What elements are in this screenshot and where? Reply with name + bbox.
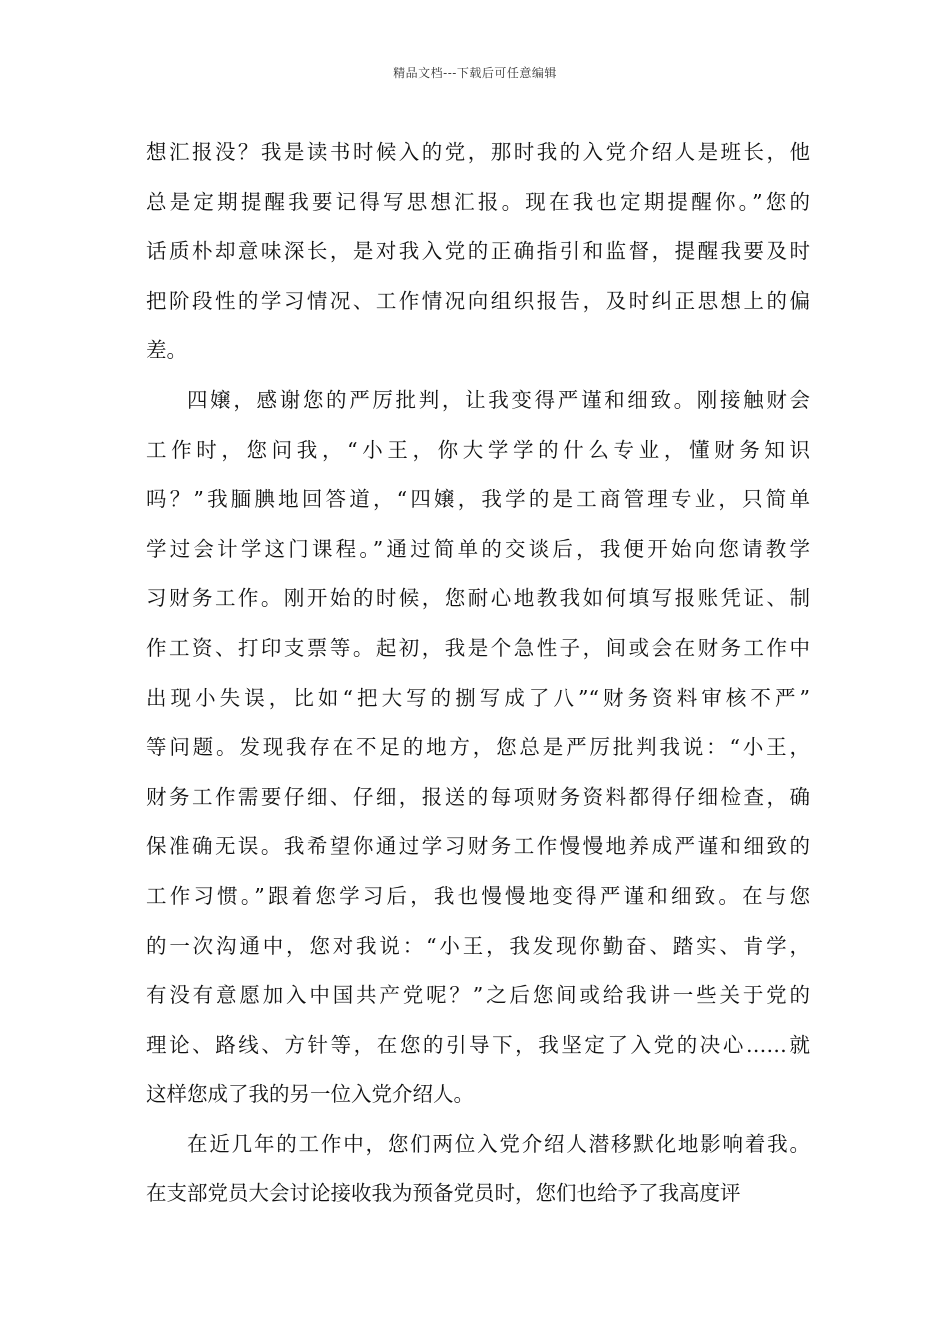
text-line: 话质朴却意味深长，是对我入党的正确指引和监督，提醒我要及时 [146, 239, 810, 264]
text-line: 学过会计学这门课程。”通过简单的交谈后，我便开始向您请教学 [146, 536, 810, 561]
text-line: 工作时，您问我，“小王，你大学学的什么专业，懂财务知识 [146, 437, 810, 462]
text-line: 在近几年的工作中，您们两位入党介绍人潜移默化地影响着我。 [187, 1131, 810, 1156]
text-line: 在支部党员大会讨论接收我为预备党员时，您们也给予了我高度评 [146, 1181, 741, 1206]
text-line: 工作习惯。”跟着您学习后，我也慢慢地变得严谨和细致。在与您 [146, 883, 810, 908]
text-line: 总是定期提醒我要记得写思想汇报。现在我也定期提醒你。”您的 [146, 189, 810, 214]
paragraph [146, 128, 810, 376]
text-line: 财务工作需要仔细、仔细，报送的每项财务资料都得仔细检查，确 [146, 784, 810, 809]
paragraph [146, 1120, 810, 1219]
text-line: 差。 [146, 338, 187, 363]
text-line: 想汇报没？我是读书时候入的党，那时我的入党介绍人是班长，他 [146, 140, 810, 164]
paragraph [146, 376, 810, 1120]
text-line: 的一次沟通中，您对我说：“小王，我发现你勤奋、踏实、肯学， [146, 933, 810, 958]
text-line: 这样您成了我的另一位入党介绍人。 [146, 1082, 474, 1107]
document-body [146, 128, 810, 1219]
text-line: 四嬢，感谢您的严厉批判，让我变得严谨和细致。刚接触财会 [187, 387, 810, 412]
text-line: 习财务工作。刚开始的时候，您耐心地教我如何填写报账凭证、制 [146, 586, 810, 611]
text-line: 吗？”我腼腆地回答道，“四嬢，我学的是工商管理专业，只简单 [146, 487, 810, 512]
text-line: 出现小失误，比如“把大写的捌写成了八”“财务资料审核不严” [146, 685, 810, 710]
page-header: 精品文档---下载后可任意编辑 [393, 66, 557, 80]
text-line: 作工资、打印支票等。起初，我是个急性子，间或会在财务工作中 [146, 635, 810, 660]
text-line: 有没有意愿加入中国共产党呢？”之后您间或给我讲一些关于党的 [146, 983, 810, 1008]
text-line: 等问题。发现我存在不足的地方，您总是严厉批判我说：“小王， [146, 735, 810, 760]
text-line: 理论、路线、方针等，在您的引导下，我坚定了入党的决心……就 [146, 1032, 810, 1057]
text-line: 把阶段性的学习情况、工作情况向组织报告，及时纠正思想上的偏 [146, 288, 810, 313]
text-line: 保准确无误。我希望你通过学习财务工作慢慢地养成严谨和细致的 [146, 834, 810, 859]
